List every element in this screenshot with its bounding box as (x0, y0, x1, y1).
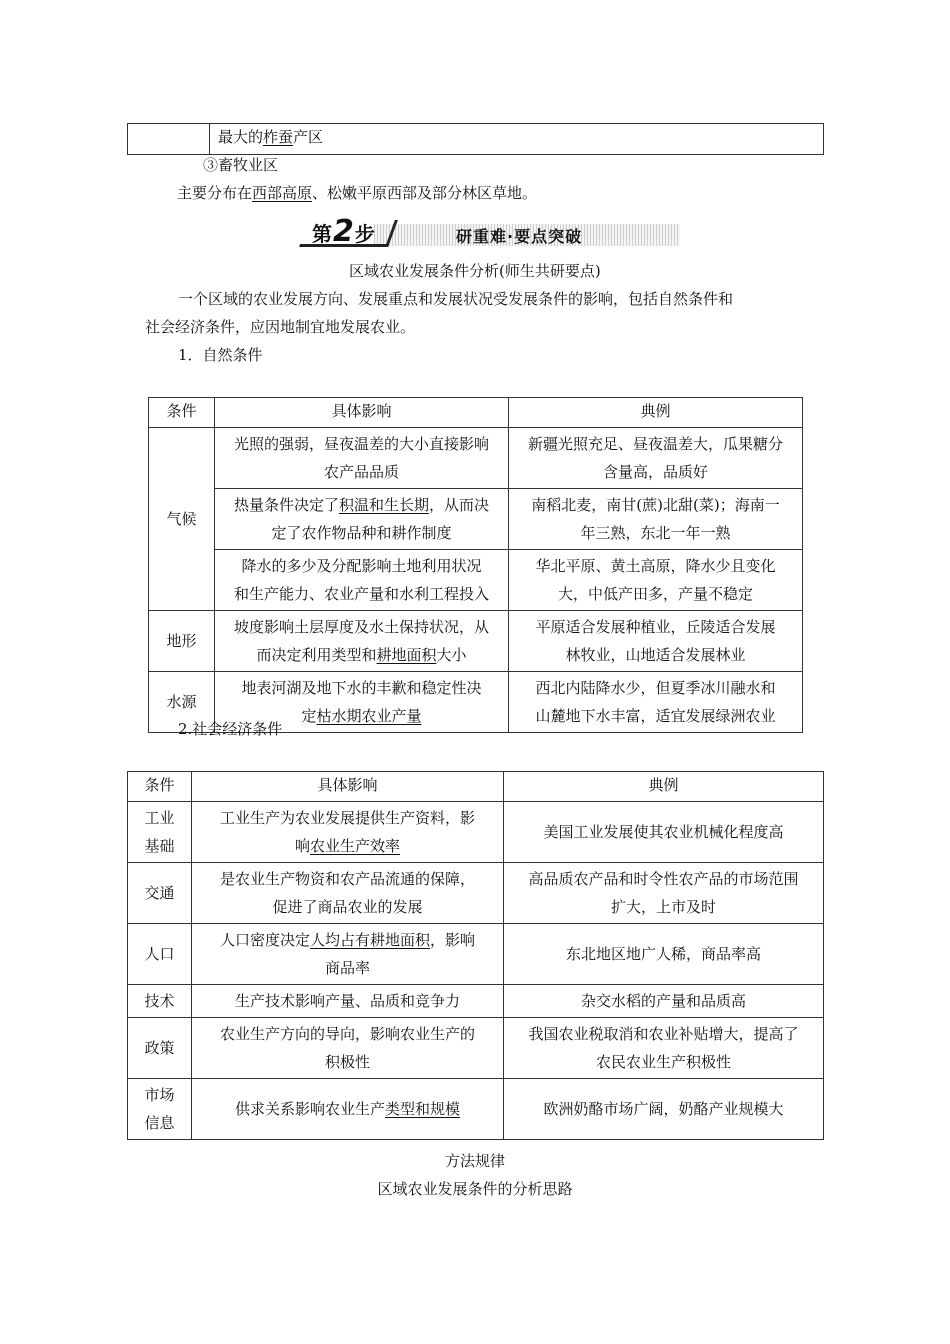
social-conditions-table (127, 771, 824, 1140)
section3-heading: ③畜牧业区 (203, 156, 279, 174)
water-example: 西北内陆降水少，但夏季冰川融水和 山麓地下水丰富，适宜发展绿洲农业 (509, 672, 803, 733)
social-header-condition: 条件 (128, 772, 192, 802)
step-suffix: 步 (354, 222, 376, 246)
top-table-fragment (127, 123, 824, 155)
population-effect: 人口密度决定人均占有耕地面积，影响 商品率 (192, 924, 504, 985)
population-label: 人口 (128, 924, 192, 985)
topic-title: 区域农业发展条件分析(师生共研要点) (349, 262, 601, 280)
market-label: 市场 信息 (128, 1079, 192, 1140)
industry-label: 工业 基础 (128, 802, 192, 863)
policy-label: 政策 (128, 1018, 192, 1079)
water-label: 水源 (149, 672, 215, 733)
technology-effect: 生产技术影响产量、品质和竞争力 (192, 985, 504, 1018)
industry-effect: 工业生产为农业发展提供生产资料，影 响农业生产效率 (192, 802, 504, 863)
population-example: 东北地区地广人稀，商品率高 (504, 924, 824, 985)
market-example: 欧洲奶酪市场广阔，奶酪产业规模大 (504, 1079, 824, 1140)
section3-text (177, 180, 537, 206)
natural-heading: 1．自然条件 (178, 346, 263, 364)
climate-label: 气候 (149, 428, 215, 611)
method-subtitle: 区域农业发展条件的分析思路 (377, 1180, 573, 1198)
top-text-before: 最大的 (218, 128, 264, 146)
social-header-effect: 具体影响 (192, 772, 504, 802)
top-table-empty-cell (128, 124, 210, 155)
table-row (128, 802, 824, 863)
method-title: 方法规律 (444, 1152, 505, 1170)
social-heading: 2.社会经济条件 (178, 720, 283, 738)
market-effect: 供求关系影响农业生产类型和规模 (192, 1079, 504, 1140)
section3-text-after: 、松嫩平原西部及部分林区草地。 (312, 184, 538, 202)
climate-effect-rain: 降水的多少及分配影响土地利用状况 和生产能力、农业产量和水利工程投入 (215, 550, 509, 611)
step-number: 2 (333, 214, 355, 249)
banner-title: 研重难·要点突破 (456, 227, 583, 246)
transport-label: 交通 (128, 863, 192, 924)
water-effect: 地表河湖及地下水的丰歉和稳定性决 定枯水期农业产量 (215, 672, 509, 733)
table-row (128, 863, 824, 924)
transport-effect: 是农业生产物资和农产品流通的保障， 促进了商品农业的发展 (192, 863, 504, 924)
technology-label: 技术 (128, 985, 192, 1018)
table-row (128, 1018, 824, 1079)
climate-example-heat: 南稻北麦，南甘(蔗)北甜(菜)；海南一 年三熟，东北一年一熟 (509, 489, 803, 550)
table-row (149, 611, 803, 672)
natural-header-effect: 具体影响 (215, 398, 509, 428)
policy-effect: 农业生产方向的导向，影响农业生产的 积极性 (192, 1018, 504, 1079)
technology-example: 杂交水稻的产量和品质高 (504, 985, 824, 1018)
section3-text-before: 主要分布在 (177, 184, 253, 202)
table-row (149, 428, 803, 489)
social-header-example: 典例 (504, 772, 824, 802)
section3-text-underlined: 西部高原 (252, 184, 313, 202)
natural-conditions-table (148, 397, 803, 733)
industry-example: 美国工业发展使其农业机械化程度高 (504, 802, 824, 863)
climate-effect-light: 光照的强弱，昼夜温差的大小直接影响 农产品品质 (215, 428, 509, 489)
top-text-underlined: 柞蚕 (263, 128, 294, 146)
climate-effect-heat: 热量条件决定了积温和生长期，从而决 定了农作物品种和耕作制度 (215, 489, 509, 550)
policy-example: 我国农业税取消和农业补贴增大，提高了 农民农业生产积极性 (504, 1018, 824, 1079)
terrain-effect: 坡度影响土层厚度及水土保持状况，从 而决定利用类型和耕地面积大小 (215, 611, 509, 672)
step-label: 第 (312, 222, 333, 246)
top-text-after: 产区 (293, 128, 324, 146)
terrain-example: 平原适合发展种植业，丘陵适合发展 林牧业，山地适合发展林业 (509, 611, 803, 672)
intro-line-2: 社会经济条件，应因地制宜地发展农业。 (145, 318, 416, 336)
climate-example-light: 新疆光照充足、昼夜温差大，瓜果糖分 含量高，品质好 (509, 428, 803, 489)
table-row (149, 550, 803, 611)
table-row (149, 489, 803, 550)
natural-header-condition: 条件 (149, 398, 215, 428)
table-row (128, 924, 824, 985)
transport-example: 高品质农产品和时令性农产品的市场范围 扩大，上市及时 (504, 863, 824, 924)
intro-line-1: 一个区域的农业发展方向、发展重点和发展状况受发展条件的影响，包括自然条件和 (178, 290, 734, 308)
top-table-cell (210, 124, 824, 155)
terrain-label: 地形 (149, 611, 215, 672)
step-badge (304, 214, 396, 249)
climate-example-rain: 华北平原、黄土高原，降水少且变化 大，中低产田多，产量不稳定 (509, 550, 803, 611)
natural-header-example: 典例 (509, 398, 803, 428)
table-row (128, 985, 824, 1018)
step-banner (304, 216, 680, 250)
table-row (128, 1079, 824, 1140)
